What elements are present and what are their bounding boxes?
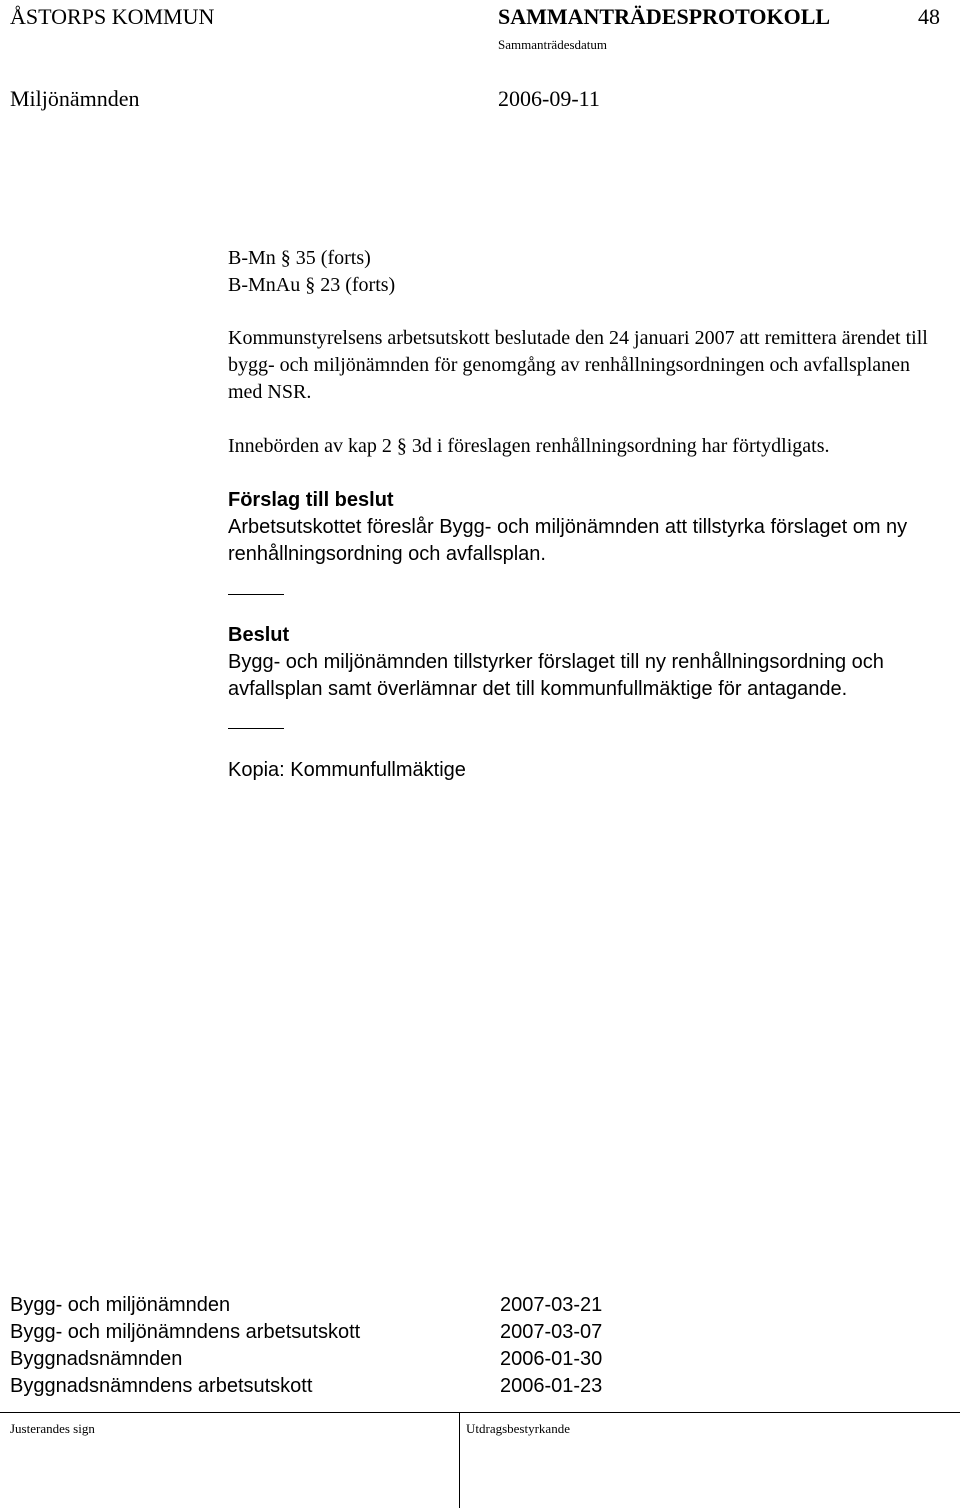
clarification-paragraph: Innebörden av kap 2 § 3d i föreslagen renhållningsordning har förtydligats. [228, 435, 830, 457]
signature-label: Justerandes sign [10, 1421, 95, 1436]
history-row [10, 1348, 610, 1375]
municipality-name: ÅSTORPS KOMMUN [10, 4, 215, 29]
section-ref: B-Mn § 35 (forts) [228, 247, 371, 269]
history-body: Bygg- och miljönämndens arbetsutskott [10, 1321, 361, 1343]
decision-text: Bygg- och miljönämnden tillstyrker förslaget till ny renhållningsordning och avfallsplan samt överlämnar det till kommunfullmäktige för antagande. [228, 651, 884, 700]
history-row [10, 1375, 610, 1402]
separator [228, 594, 284, 595]
decision-heading: Beslut [228, 624, 290, 646]
background-paragraph: Kommunstyrelsens arbetsutskott beslutade den 24 januari 2007 att remittera ärendet till bygg- och miljönämnden för genomgång av renhållningsordningen och avfallsplanen med NSR. [228, 327, 928, 403]
meeting-date-label: Sammanträdesdatum [498, 37, 608, 52]
history-date: 2007-03-07 [500, 1321, 603, 1343]
proposal-text: Arbetsutskottet föreslår Bygg- och miljönämnden att tillstyrka förslaget om ny renhållningsordning och avfallsplan. [228, 516, 908, 565]
history-date: 2007-03-21 [500, 1294, 603, 1316]
page-number: 48 [918, 4, 940, 29]
proposal-heading: Förslag till beslut [228, 489, 394, 511]
history-row [10, 1321, 610, 1348]
excerpt-certification-label: Utdragsbestyrkande [466, 1421, 570, 1436]
section-ref: B-MnAu § 23 (forts) [228, 274, 396, 296]
history-body: Byggnadsnämndens arbetsutskott [10, 1375, 313, 1397]
document-type: SAMMANTRÄDESPROTOKOLL [498, 4, 831, 29]
separator [228, 728, 284, 729]
history-date: 2006-01-30 [500, 1348, 603, 1370]
history-row [10, 1294, 610, 1321]
history-date: 2006-01-23 [500, 1375, 603, 1397]
history-body: Byggnadsnämnden [10, 1348, 183, 1370]
copy-recipient: Kopia: Kommunfullmäktige [228, 759, 466, 781]
committee-name: Miljönämnden [10, 86, 140, 111]
meeting-date: 2006-09-11 [498, 86, 600, 111]
footer-rule [0, 1412, 960, 1413]
footer-divider [459, 1412, 460, 1508]
history-body: Bygg- och miljönämnden [10, 1294, 231, 1316]
